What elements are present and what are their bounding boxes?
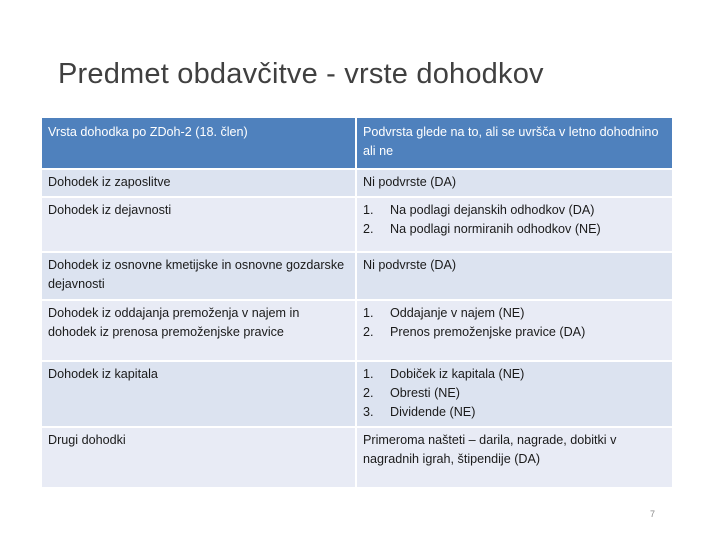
income-type-cell: Dohodek iz dejavnosti bbox=[42, 197, 356, 252]
income-type-cell: Dohodek iz zaposlitve bbox=[42, 169, 356, 197]
list-number: 1. bbox=[363, 203, 374, 217]
subtype-cell bbox=[356, 300, 672, 361]
list-number: 3. bbox=[363, 405, 374, 419]
list-item bbox=[363, 384, 666, 403]
header-subtype: Podvrsta glede na to, ali se uvršča v letno dohodnino ali ne bbox=[356, 118, 672, 169]
list-item-text: Oddajanje v najem (NE) bbox=[390, 306, 525, 320]
page-number: 7 bbox=[650, 509, 656, 519]
table-row bbox=[42, 427, 672, 488]
list-item bbox=[363, 220, 666, 239]
income-type-cell: Dohodek iz osnovne kmetijske in osnovne gozdarske dejavnosti bbox=[42, 252, 356, 300]
income-type-cell: Dohodek iz kapitala bbox=[42, 361, 356, 427]
list-item bbox=[363, 201, 666, 220]
table-row bbox=[42, 300, 672, 361]
list-number: 1. bbox=[363, 306, 374, 320]
subtype-cell: Ni podvrste (DA) bbox=[356, 252, 672, 300]
list-number: 1. bbox=[363, 367, 374, 381]
table-row bbox=[42, 169, 672, 197]
subtype-cell: Primeroma našteti – darila, nagrade, dobitki v nagradnih igrah, štipendije (DA) bbox=[356, 427, 672, 488]
subtype-cell: Ni podvrste (DA) bbox=[356, 169, 672, 197]
list-item bbox=[363, 365, 666, 384]
list-number: 2. bbox=[363, 386, 374, 400]
list-number: 2. bbox=[363, 325, 374, 339]
list-number: 2. bbox=[363, 222, 374, 236]
subtype-cell bbox=[356, 197, 672, 252]
list-item bbox=[363, 403, 666, 422]
list-item bbox=[363, 323, 666, 342]
list-item-text: Dividende (NE) bbox=[390, 405, 476, 419]
subtype-list bbox=[363, 365, 666, 422]
list-item-text: Obresti (NE) bbox=[390, 386, 460, 400]
subtype-cell bbox=[356, 361, 672, 427]
list-item-text: Na podlagi normiranih odhodkov (NE) bbox=[390, 222, 601, 236]
income-type-cell: Dohodek iz oddajanja premoženja v najem in dohodek iz prenosa premoženjske pravice bbox=[42, 300, 356, 361]
list-item-text: Prenos premoženjske pravice (DA) bbox=[390, 325, 586, 339]
list-item bbox=[363, 304, 666, 323]
income-types-table bbox=[42, 118, 672, 489]
list-item-text: Na podlagi dejanskih odhodkov (DA) bbox=[390, 203, 595, 217]
header-income-type: Vrsta dohodka po ZDoh-2 (18. člen) bbox=[42, 118, 356, 169]
slide-title: Predmet obdavčitve - vrste dohodkov bbox=[58, 58, 544, 90]
table-header-row bbox=[42, 118, 672, 169]
subtype-list bbox=[363, 304, 666, 342]
table-row bbox=[42, 252, 672, 300]
income-type-cell: Drugi dohodki bbox=[42, 427, 356, 488]
table-row bbox=[42, 361, 672, 427]
table-row bbox=[42, 197, 672, 252]
list-item-text: Dobiček iz kapitala (NE) bbox=[390, 367, 525, 381]
subtype-list bbox=[363, 201, 666, 239]
